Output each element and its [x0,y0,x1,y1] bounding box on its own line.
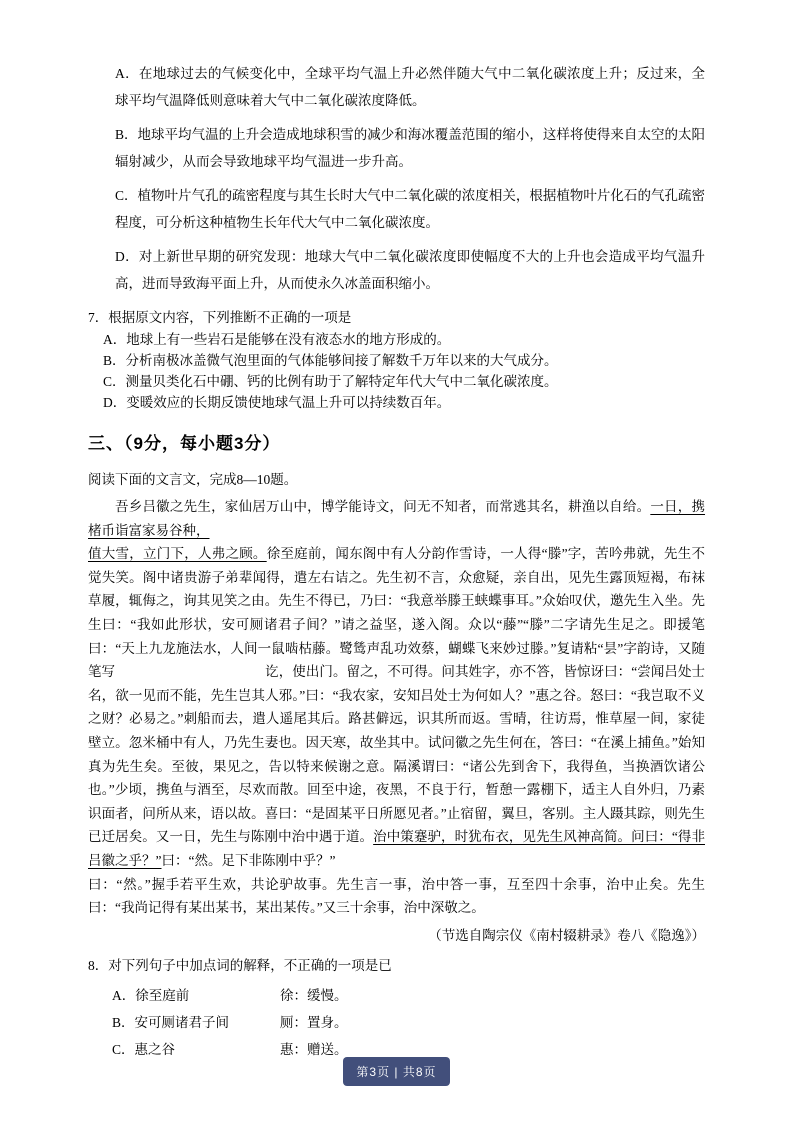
option-explanation: 徐：缓慢。 [280,987,348,1003]
option-explanation: 厕：置身。 [280,1014,348,1030]
option-phrase: C．惠之谷 [112,1041,176,1057]
reading-intro: 阅读下面的文言文，完成8—10题。 [88,472,298,487]
option-a: A．在地球过去的气候变化中，全球平均气温上升必然伴随大气中二氧化碳浓度上升；反过来，全球平均气温降低则意味着大气中二氧化碳浓度降低。 [115,66,705,108]
option-d: D．对上新世早期的研究发现：地球大气中二氧化碳浓度即使幅度不大的上升也会造成平均气温升高，进而导致海平面上升，从而使永久冰盖面积缩小。 [115,249,705,291]
option-explanation: 惠：赠送。 [280,1041,348,1057]
question-8-stem: 8．对下列句子中加点词的解释，不正确的一项是已 [88,957,392,973]
question-8 [88,954,705,1063]
option-phrase: B．安可厕诸君子间 [112,1014,230,1030]
question-8-option-b [88,1009,705,1036]
question6-options [88,60,705,297]
question-7-option-d: D．变暖效应的长期反馈使地球气温上升可以持续数百年。 [103,395,451,410]
section-three-heading: 三、（9分，每小题3分） [88,434,281,453]
passage-segment: 曰：“然。”握手若平生欢，共论驴故事。先生言一事，治中答一事，互至四十余事，治中止矣。先生曰：“我尚记得有某出某书，某出某传。”又三十余事，治中深敬之。 [88,876,705,916]
passage-segment: 徐至庭前，闻东阁中有人分韵作雪诗，一人得“滕”字，苦吟弗就，先生不觉失笑。阁中诸贵游子弟辈闻得，遣左右诘之。先生初不言，众愈疑，亲自出，见先生露顶短褐，布袜草履，辄侮之，询其见笑之由。先生不得已，乃曰：“我意举滕王蛱蝶事耳。”众始叹伏，邀先生入坐。先生曰：“我如此形状，安可厕诸君子间？”请之益坚，遂入阁。众以“藤”“滕”二字请先生足之。即援笔曰：“天上九龙施法水，人间一鼠啮枯藤。鹭鸶声乱功效蔡，蝴蝶飞来妙过滕。”复请粘“昙”字韵诗，又随笔写 [88,546,706,680]
page-footer [0,1057,793,1086]
question-7 [88,307,705,413]
question-7-option-a: A．地球上有一些岩石是能够在没有液态水的地方形成的。 [103,332,451,347]
question-7-option-c: C．测量贝类化石中硼、钙的比例有助于了解特定年代大气中二氧化碳浓度。 [103,374,558,389]
question-7-stem: 7．根据原文内容，下列推断不正确的一项是 [88,310,352,325]
option-c: C．植物叶片气孔的疏密程度与其生长时大气中二氧化碳的浓度相关，根据植物叶片化石的气孔疏密程度，可分析这种植物生长年代大气中二氧化碳浓度。 [115,188,705,230]
underlined-passage-segment: 值大雪，立门下，人弗之顾。 [88,546,267,562]
passage-segment: 讫，使出门。留之，不可得。问其姓字，亦不答，皆惊讶曰：“尝闻吕处士名，欲一见而不能，先生岂其人邪。”曰：“我农家，安知吕处士为何如人？”惠之谷。怒曰：“我岂取不义之财？必易之。”刺船而去，遣人遥尾其后。路甚僻远，识其所而返。雪晴，往访焉，惟草屋一间，家徒壁立。忽米桶中有人，乃先生妻也。因天寒，故坐其中。试问徽之先生何在，答曰：“在溪上捕鱼。”始知真为先生矣。至彼，果见之，告以特来候谢之意。隔溪谓曰：“诸公先到舍下，我得鱼，当换酒饮诸公也。”少顷，携鱼与酒至，尽欢而散。回至中途，夜黑，不良于行，暂憩一露棚下，适主人自外归，乃素识面者，问所从来，语以故。喜曰：“是固某平日所愿见者。”止宿留，翼旦，客别。主人蹑其踪，则先生已迁居矣。又一日，先生与陈刚中治中遇于道。 [88,664,706,845]
option-b: B．地球平均气温的上升会造成地球积雪的减少和海冰覆盖范围的缩小，这样将使得来自太空的太阳辐射减少，从而会导致地球平均气温进一步升高。 [115,127,705,169]
passage-segment: 曰：“然。足下非陈刚中乎？” [161,852,336,868]
page-number-badge: 第3页 | 共8页 [343,1057,449,1086]
passage-source: （节选自陶宗仪《南村辍耕录》卷八《隐逸》） [428,927,705,943]
classical-passage [88,495,705,920]
underlined-passage-segment: 治中策蹇驴，时犹布衣，见先生风神高简。问曰：“得非吕徽之乎？” [88,829,705,868]
option-phrase: A．徐至庭前 [112,987,190,1003]
passage-segment: 吾乡吕徽之先生，家仙居万山中，博学能诗文，问无不知者，而常逃其名，耕渔以自给。 [115,499,651,514]
question-8-option-a [88,982,705,1009]
question-7-option-b: B．分析南极冰盖微气泡里面的气体能够间接了解数千万年以来的大气成分。 [103,353,558,368]
underlined-passage-segment: 一日，携楮币诣富家易谷种， [88,499,706,538]
